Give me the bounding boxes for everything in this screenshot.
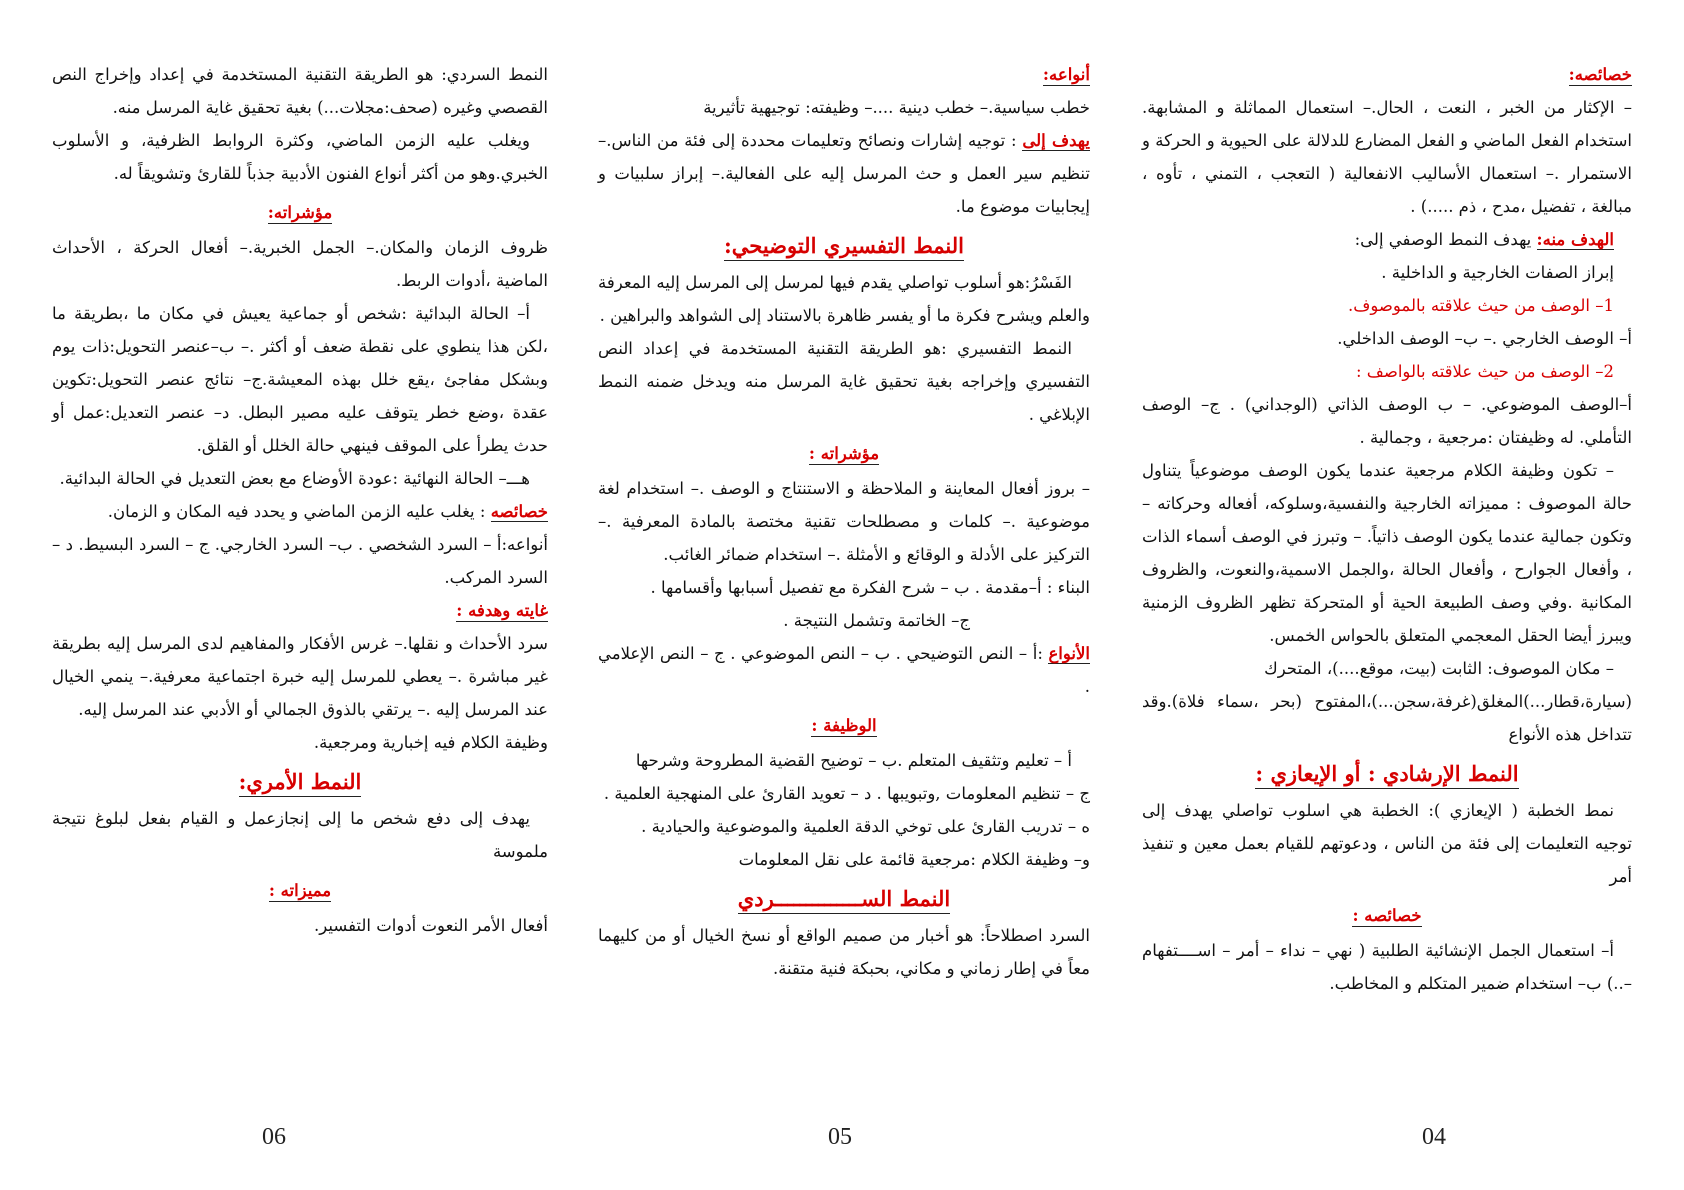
paragraph: – مكان الموصوف: الثابت (بيت، موقع....)، المتحرك	[1264, 659, 1614, 678]
paragraph: أ– الحالة البدائية :شخص أو جماعية يعيش في مكان ما ،بطريقة ما ،لكن هذا ينطوي على نقطة ضعف أو أكثر .– ب–عنصر التحويل:ذات يوم وبشكل مفاجئ ،يقع خلل بهذه المعيشة.ج– نتائج عنصر التحويل:تكوين عقدة ،وضع خطر يتوقف عليه مصير البطل. د– عنصر التعديل:عمل أو حدث يطرأ على الموقف فينهي حالة الخلل أو القلق.	[52, 304, 548, 455]
heading-function: الوظيفة :	[811, 716, 877, 735]
paragraph: ه – تدريب القارئ على توخي الدقة العلمية والموضوعية والحيادية .	[641, 817, 1090, 836]
aims-text: : توجيه إشارات ونصائح وتعليمات محددة إلى فئة من الناس.– تنظيم سير العمل و حث المرسل إليه على الفعالية.– إبراز سلبيات و إيجابيات موضوع ما.	[598, 131, 1090, 216]
paragraph: وظيفة الكلام فيه إخبارية ومرجعية.	[313, 733, 548, 752]
types-2-text: :أ – النص التوضيحي . ب – النص الموضوعي . ج – النص الإعلامي .	[598, 644, 1090, 696]
heading-features: خصائصه	[490, 502, 548, 521]
heading-aims: يهدف إلى	[1022, 131, 1090, 150]
heading-types: أنواعه:	[1042, 65, 1090, 84]
paragraph: نمط الخطبة ( الإيعازي ): الخطبة هي اسلوب تواصلي يهدف إلى توجيه التعليمات إلى فئة من الناس ، ودعوتهم للقيام بعمل معين و تنفيذ أمر	[1142, 801, 1632, 886]
heading-indicators: مؤشراته:	[267, 203, 333, 222]
paragraph: – تكون وظيفة الكلام مرجعية عندما يكون الوصف موضوعياً يتناول حالة الموصوف : مميزاته الخارجية والنفسية،وسلوكه، أفعاله وحركاته – وتكون جمالية عندما يكون الوصف ذاتياً. – وتبرز في الوصف أسماء الذات ، وأفعال الجوارح ، وأفعال الحالة ،والجمل الاسمية،والنعوت، والظروف المكانية .وفي وصف الطبيعة الحية أو المتحركة تظهر الظروف الزمنية ويبرز أيضا الحقل المعجمي المتعلق بالحواس الخمس.	[1142, 461, 1632, 645]
paragraph: أ–الوصف الموضوعي. – ب الوصف الذاتي (الوجداني) . ج– الوصف التأملي. له وظيفتان :مرجعية ، وجمالية .	[1142, 395, 1632, 447]
paragraph: أفعال الأمر النعوت أدوات التفسير.	[314, 916, 548, 935]
paragraph: يهدف إلى دفع شخص ما إلى إنجازعمل و القيام بفعل لبلوغ نتيجة ملموسة	[52, 809, 548, 861]
goal-text: يهدف النمط الوصفي إلى:	[1354, 230, 1537, 249]
heading-traits: مميزاته :	[268, 881, 332, 900]
paragraph: – بروز أفعال المعاينة و الملاحظة و الاستنتاج و الوصف .– استخدام لغة موضوعية .– كلمات و مصطلحات تقنية مختصة بالمادة المعرفية .– التركيز على الأدلة و الوقائع و الأمثلة .– استخدام ضمائر الغائب.	[598, 479, 1090, 564]
paragraph: الفَسْرُ:هو أسلوب تواصلي يقدم فيها لمرسل إلى المرسل إليه المعرفة والعلم ويشرح فكرة ما أو يفسر ظاهرة بالاستناد إلى الشواهد والبراهين .	[598, 273, 1090, 325]
features-text: : يغلب عليه الزمن الماضي و يحدد فيه المكان و الزمان.	[107, 502, 491, 521]
paragraph: أ– استعمال الجمل الإنشائية الطلبية ( نهي – نداء – أمر – اســــتفهام –..) ب– استخدام ضمير المتكلم و المخاطب.	[1142, 941, 1632, 993]
heading-features-2: خصائصه :	[1352, 906, 1422, 925]
paragraph: خطب سياسية.– خطب دينية ....– وظيفته: توجيهية تأثيرية	[703, 98, 1090, 117]
page-06-column	[52, 58, 548, 942]
paragraph: أنواعه:أ – السرد الشخصي . ب– السرد الخارجي. ج – السرد البسيط. د – السرد المركب.	[52, 535, 548, 587]
paragraph: – الإكثار من الخبر ، النعت ، الحال.– استعمال المماثلة و المشابهة. استخدام الفعل الماضي و الفعل المضارع للدلالة على الحيوية و الحركة و الاستمرار .– استعمال الأساليب الانفعالية ( التعجب ، التمني ، تأوه ، مبالغة ، تفضيل ،مدح ، ذم .....) .	[1142, 98, 1632, 216]
paragraph: (سيارة،قطار...)المغلق(غرفة،سجن...)،المفتوح (بحر ،سماء فلاة).وقد تتداخل هذه الأنواع	[1142, 692, 1632, 744]
page-number-05: 05	[828, 1124, 852, 1150]
heading-goal: الهدف منه:	[1536, 230, 1614, 249]
paragraph: هـــ– الحالة النهائية :عودة الأوضاع مع بعض التعديل في الحالة البدائية.	[59, 469, 530, 488]
heading-narrative-pattern: النمط الســــــــــــــردي	[738, 886, 950, 914]
paragraph: ج– الخاتمة وتشمل النتيجة .	[783, 611, 970, 630]
paragraph: النمط السردي: هو الطريقة التقنية المستخدمة في إعداد وإخراج النص القصصي وغيره (صحف:مجلات...) بغية تحقيق غاية المرسل منه.	[52, 65, 548, 117]
page-04-column	[1142, 58, 1632, 1000]
paragraph: سرد الأحداث و نقلها.– غرس الأفكار والمفاهيم لدى المرسل إليه بطريقة غير مباشرة .– يعطي للمرسل إليه خبرة اجتماعية معرفية.– ينمي الخيال عند المرسل إليه .– يرتقي بالذوق الجمالي أو الأدبي عند المرسل إليه.	[52, 634, 548, 719]
heading-features: خصائصه:	[1568, 65, 1632, 84]
page-number-06: 06	[262, 1124, 286, 1150]
paragraph: السرد اصطلاحاً: هو أخبار من صميم الواقع أو نسخ الخيال أو من كليهما معاً في إطار زماني و مكاني، بحبكة فنية متقنة.	[598, 926, 1090, 978]
heading-imperative-pattern: النمط الأمري:	[239, 769, 362, 797]
heading-types-2: الأنواع	[1048, 644, 1090, 663]
paragraph: أ– الوصف الخارجي .– ب– الوصف الداخلي.	[1337, 329, 1632, 348]
paragraph: البناء : أ–مقدمة . ب – شرح الفكرة مع تفصيل أسبابها وأقسامها .	[650, 578, 1090, 597]
page-number-04: 04	[1422, 1124, 1446, 1150]
subheading-description-describer: 2– الوصف من حيث علاقته بالواصف :	[1355, 362, 1614, 381]
paragraph: و– وظيفة الكلام :مرجعية قائمة على نقل المعلومات	[738, 850, 1090, 869]
page-05-column	[598, 58, 1090, 985]
paragraph: أ – تعليم وتثقيف المتعلم .ب – توضيح القضية المطروحة وشرحها	[635, 751, 1072, 770]
paragraph: ج – تنظيم المعلومات ,وتبويبها . د – تعويد القارئ على المنهجية العلمية .	[603, 784, 1090, 803]
heading-explanatory-pattern: النمط التفسيري التوضيحي:	[724, 233, 964, 261]
heading-purpose: غايته وهدفه :	[456, 601, 548, 620]
paragraph: إبراز الصفات الخارجية و الداخلية .	[1381, 263, 1614, 282]
paragraph: النمط التفسيري :هو الطريقة التقنية المستخدمة في إعداد النص التفسيري وإخراجه بغية تحقيق غاية المرسل منه ويدخل ضمنه النمط الإبلاغي .	[598, 339, 1090, 424]
subheading-description-object: 1– الوصف من حيث علاقته بالموصوف.	[1348, 296, 1614, 315]
heading-directive-pattern: النمط الإرشادي : أو الإيعازي :	[1255, 761, 1518, 789]
paragraph: ظروف الزمان والمكان.– الجمل الخبرية.– أفعال الحركة ، الأحداث الماضية ،أدوات الربط.	[52, 238, 548, 290]
paragraph: ويغلب عليه الزمن الماضي، وكثرة الروابط الظرفية، و الأسلوب الخبري.وهو من أكثر أنواع الفنون الأدبية جذباً للقارئ وتشويقاً له.	[52, 131, 548, 183]
heading-indicators: مؤشراته :	[808, 444, 880, 463]
